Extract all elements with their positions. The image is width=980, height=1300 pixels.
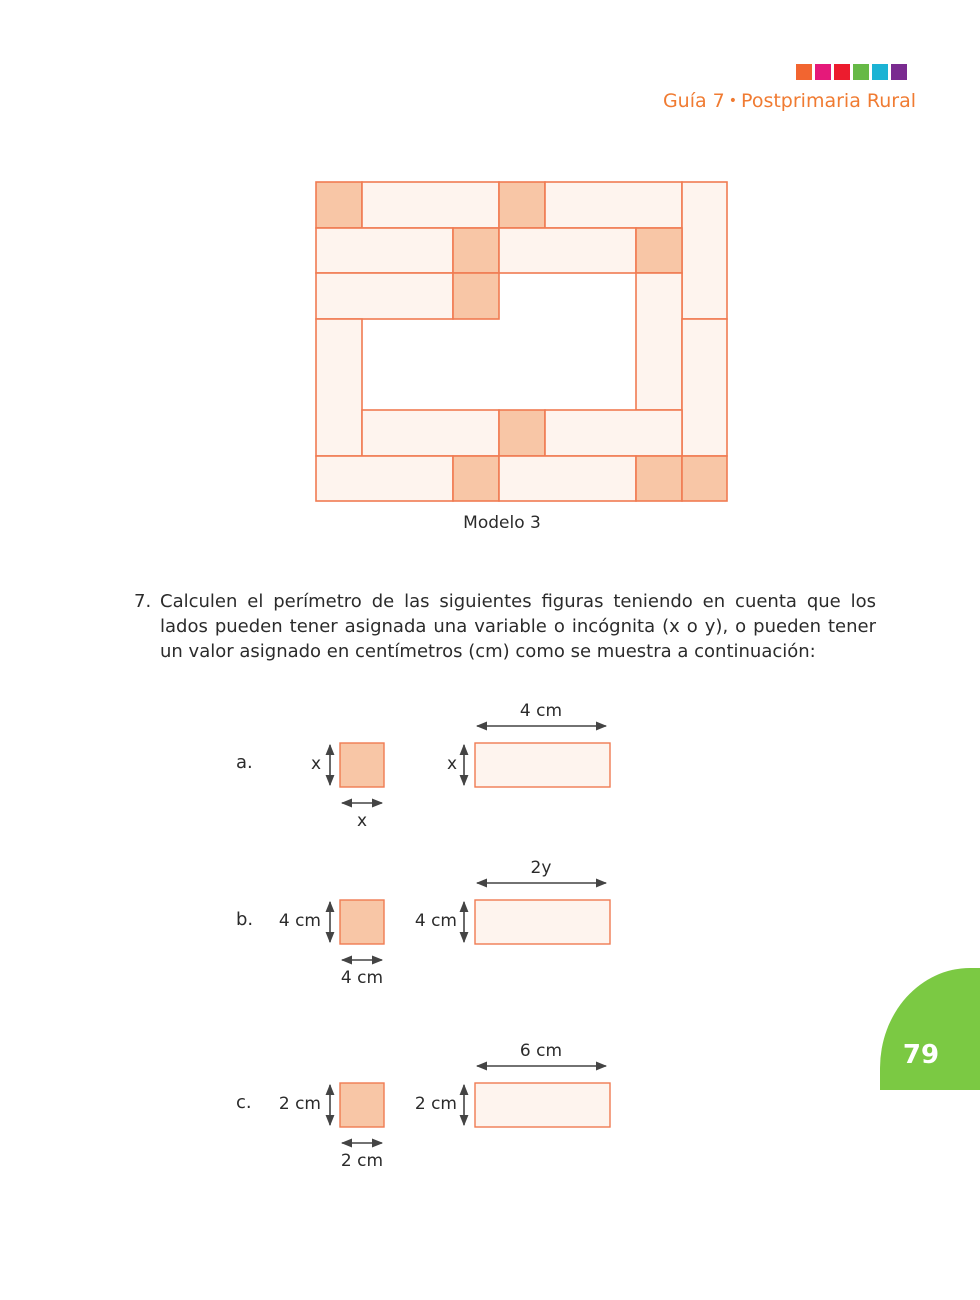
exercise-text: Calculen el perímetro de las siguientes figuras teniendo en cuenta que los lados pueden tener asignada una variable o incógnita (x o y), o pueden tener un valor asignado en centímetros (cm) como se muestra a continuación: bbox=[160, 591, 876, 662]
figure-caption: Modelo 3 bbox=[463, 513, 541, 533]
square-bottom-label: 4 cm bbox=[340, 968, 384, 988]
rectangle-shape bbox=[475, 1083, 610, 1127]
rectangle-side-label: 4 cm bbox=[414, 911, 457, 931]
square-bottom-label: 2 cm bbox=[340, 1151, 384, 1171]
square-side-label: 4 cm bbox=[278, 911, 321, 931]
page-number: 79 bbox=[902, 1040, 940, 1070]
rectangle-top-label: 6 cm bbox=[519, 1041, 563, 1061]
square-shape bbox=[340, 743, 384, 787]
rectangle-top-label: 4 cm bbox=[519, 701, 563, 721]
square-side-label: 2 cm bbox=[278, 1094, 321, 1114]
square-bottom-label: x bbox=[356, 811, 368, 831]
rectangle-side-label: x bbox=[446, 754, 457, 774]
section-label: Postprimaria Rural bbox=[741, 90, 916, 112]
square-side-label: x bbox=[310, 754, 321, 774]
exercise-number: 7. bbox=[134, 591, 152, 612]
rectangle-top-label: 2y bbox=[530, 858, 552, 878]
rectangle-side-label: 2 cm bbox=[414, 1094, 457, 1114]
item-letter: c. bbox=[236, 1092, 252, 1113]
rectangle-shape bbox=[475, 743, 610, 787]
square-shape bbox=[340, 900, 384, 944]
item-letter: b. bbox=[236, 909, 254, 930]
item-letter: a. bbox=[236, 752, 253, 773]
header-separator: • bbox=[728, 93, 738, 109]
guide-label: Guía 7 bbox=[662, 90, 725, 112]
square-shape bbox=[340, 1083, 384, 1127]
rectangle-shape bbox=[475, 900, 610, 944]
